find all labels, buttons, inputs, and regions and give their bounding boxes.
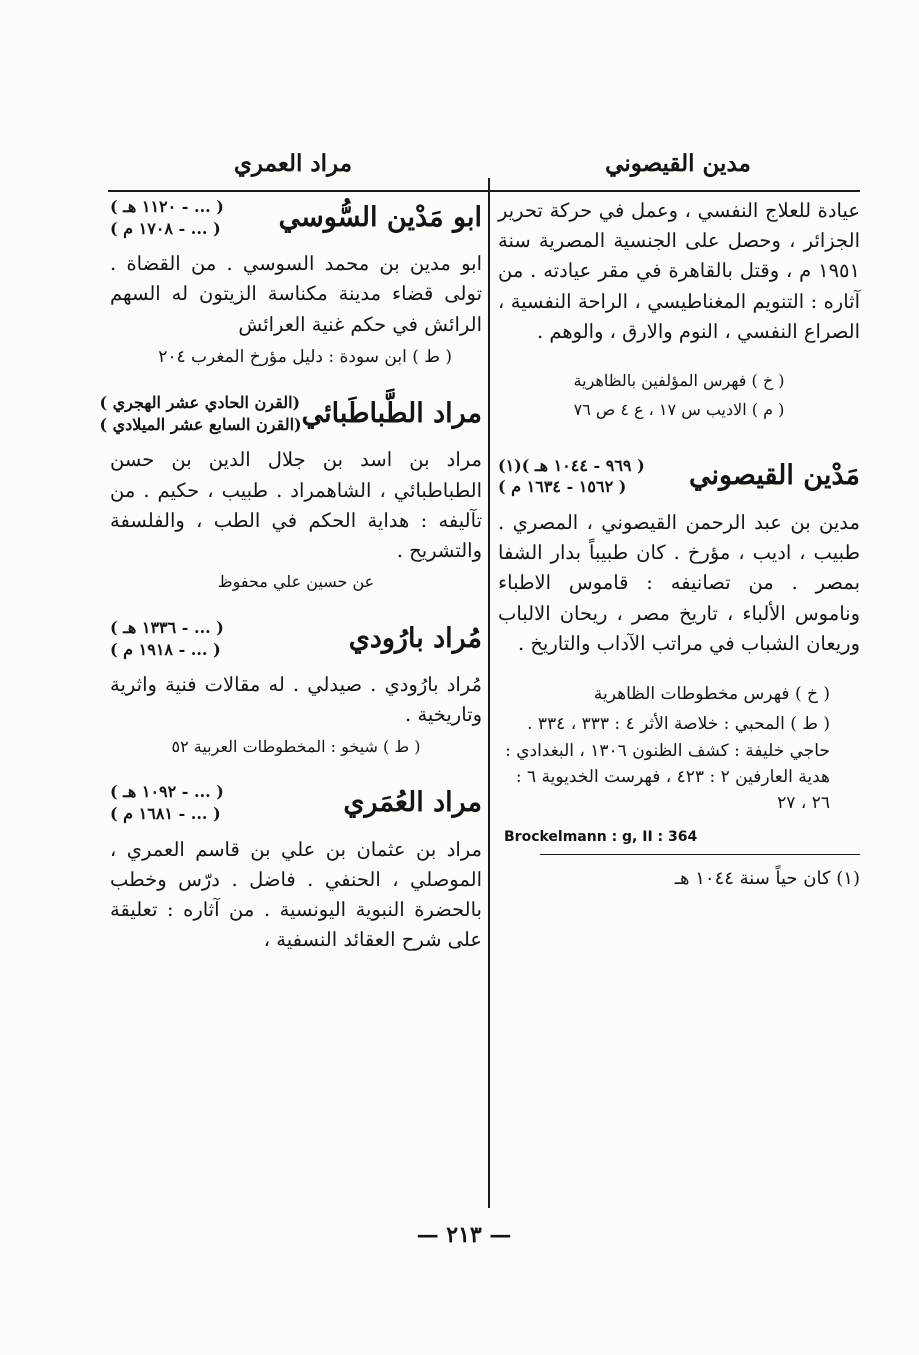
entry-dates <box>498 455 645 498</box>
entry-body: مُراد بارُودي . صيدلي . له مقالات فنية واثرية وتاريخية . <box>110 673 482 727</box>
entry-name: مُراد بارُودي <box>348 622 482 654</box>
header-rule <box>108 190 860 192</box>
entry-dates <box>99 392 301 435</box>
dates-gregorian: ( ... - ١٦٨١ م ) <box>110 804 221 824</box>
entry-dates <box>110 617 224 660</box>
dates-hijri: (القرن الحادي عشر الهجري ) <box>99 393 301 413</box>
entry-heading <box>110 196 482 239</box>
entry-body: ابو مدين بن محمد السوسي . من القضاة . تولى قضاء مدينة مكناسة الزيتون له السهم الرائش في حكم غنية العرائش <box>110 252 482 336</box>
entry-name: مَدْين القيصوني <box>688 460 860 492</box>
column-divider <box>488 178 490 1208</box>
source-line: ( ط ) ابن سودة : دليل مؤرخ المغرب ٢٠٤ <box>158 346 452 367</box>
left-column <box>99 196 482 956</box>
source-line: ( خ ) فهرس مخطوطات الظاهرية <box>593 683 830 704</box>
dates-gregorian: ( ... - ١٧٠٨ م ) <box>110 218 221 238</box>
entry-heading <box>110 781 482 824</box>
dates-hijri: ( ... - ١٣٣٦ هـ ) <box>110 618 224 638</box>
entry-body: مراد بن عثمان بن علي بن قاسم العمري ، الموصلي ، الحنفي . فاضل . درّس وخطب بالحضرة النبوية اليونسية . من آثاره : تعليقة على شرح العقائد النسفية ، <box>110 837 482 952</box>
entry-body: مراد بن اسد بن جلال الدين بن حسن الطباطبائي ، الشاهمراد . طبيب ، حكيم . من تآليفه : هداية الحكم في الطب ، والفلسفة والتشريح . <box>110 448 482 563</box>
dates-gregorian: (القرن السابع عشر الميلادي ) <box>99 414 302 434</box>
left-running-header: مراد العمري <box>233 150 353 177</box>
entry-dates <box>110 196 224 239</box>
entry-name: مراد العُمَري <box>343 787 482 819</box>
entry-body: مدين بن عبد الرحمن القيصوني ، المصري . طبيب ، اديب ، مؤرخ . كان طبيباً بدار الشفا بمصر . من تصانيفه : قاموس الاطباء وناموس الألباء ، تاريخ مصر ، ريحان الالباب وريعان الشباب في مراتب الآداب والتاريخ . <box>498 510 860 655</box>
source-line: ( خ ) فهرس المؤلفين بالظاهرية <box>573 371 785 391</box>
entry-heading <box>110 617 482 660</box>
dates-hijri: ( ٩٦٩ - ١٠٤٤ هـ )(١) <box>498 455 645 475</box>
latin-reference: Brockelmann : g, II : 364 <box>504 828 698 845</box>
right-column <box>498 196 860 893</box>
source-line: ( ط ) المحبي : خلاصة الأثر ٤ : ٣٣٣ ، ٣٣٤ . حاجي خليفة : كشف الظنون ١٣٠٦ ، البغدادي : هدية العارفين ٢ : ٤٢٣ ، فهرست الخديوية ٦ : ٢٦ ، ٢٧ <box>505 714 830 814</box>
page-number: — ٢١٣ — <box>416 1222 512 1248</box>
dates-gregorian: ( ... - ١٩١٨ م ) <box>110 639 221 659</box>
entry-name: مراد الطَّباطَبائي <box>301 397 482 429</box>
source-line: ( م ) الاديب س ١٧ ، ع ٤ ص ٧٦ <box>573 399 785 419</box>
dates-hijri: ( ... - ١١٢٠ هـ ) <box>110 197 224 216</box>
entry-heading <box>99 392 482 435</box>
continued-paragraph: عيادة للعلاج النفسي ، وعمل في حركة تحرير الجزائر ، وحصل على الجنسية المصرية سنة ١٩٥١ م ، وقتل بالقاهرة في مقر عيادته . من آثاره : التنويم المغناطيسي ، الراحة النفسية ، الصراع النفسي ، النوم والارق ، والوهم . <box>498 199 860 343</box>
source-line: ( ط ) شيخو : المخطوطات العربية ٥٢ <box>171 736 421 756</box>
footnote-rule <box>540 854 860 855</box>
right-running-header: مدين القيصوني <box>605 150 751 177</box>
dates-gregorian: ( ١٥٦٢ - ١٦٣٤ م ) <box>498 477 627 497</box>
source-line: عن حسين علي محفوظ <box>217 572 375 592</box>
entry-heading <box>498 455 860 498</box>
dates-hijri: ( ... - ١٠٩٢ هـ ) <box>110 782 224 802</box>
footnote: (١) كان حياً سنة ١٠٤٤ هـ <box>674 868 860 890</box>
entry-dates <box>110 781 224 824</box>
entry-name: ابو مَدْين السُّوسي <box>278 201 482 233</box>
